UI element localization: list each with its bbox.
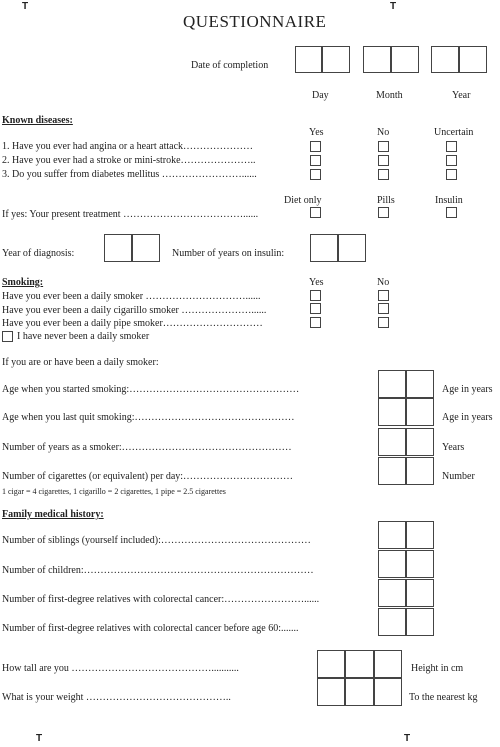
cigarette-equivalence-note: 1 cigar = 4 cigarettes, 1 cigarillo = 2 cigarettes, 1 pipe = 2.5 cigarettes [2,487,226,496]
age-started-label: Age when you started smoking:…………………………………………… [2,384,300,395]
pipe-no-checkbox[interactable] [378,317,389,328]
diagnosis-year-digit-2[interactable] [132,234,160,262]
day-digit-1[interactable] [295,46,322,73]
question-diabetes: 3. Do you suffer from diabetes mellitus ……………………...... [2,169,257,180]
relatives-cancer-label: Number of first-degree relatives with colorectal cancer:……………………...... [2,594,320,605]
relatives-cancer-before-60-label: Number of first-degree relatives with colorectal cancer before age 60:....... [2,623,299,634]
question-daily-smoker: Have you ever been a daily smoker …………………………...... [2,291,261,302]
col-yes: Yes [309,127,324,138]
insulin-years-digit-1[interactable] [310,234,338,262]
cigarettes-per-day-label: Number of cigarettes (or equivalent) per day:…………………………… [2,471,294,482]
treatment-pills-caption: Pills [377,195,395,206]
treatment-diet-checkbox[interactable] [310,207,321,218]
cigarillo-no-checkbox[interactable] [378,303,389,314]
age-started-digit-2[interactable] [406,370,434,398]
angina-uncertain-checkbox[interactable] [446,141,457,152]
cigarettes-unit: Number [442,471,475,482]
question-angina: 1. Have you ever had angina or a heart attack………………… [2,141,254,152]
known-diseases-heading: Known diseases: [2,115,73,126]
smoking-col-no: No [377,277,390,288]
relatives-before-60-digit-1[interactable] [378,608,406,636]
angina-yes-checkbox[interactable] [310,141,321,152]
stroke-no-checkbox[interactable] [378,155,389,166]
year-digit-2[interactable] [459,46,487,73]
smoking-heading: Smoking: [2,277,44,288]
children-digit-2[interactable] [406,550,434,578]
date-label: Date of completion [191,60,269,71]
diabetes-uncertain-checkbox[interactable] [446,169,457,180]
diagnosis-year-digit-1[interactable] [104,234,132,262]
years-smoker-digit-1[interactable] [378,428,406,456]
registration-mark-bottom-right: T [404,733,411,744]
never-smoker-checkbox[interactable] [2,331,13,342]
relatives-cancer-digit-1[interactable] [378,579,406,607]
smoking-intro: If you are or have been a daily smoker: [2,357,159,368]
weight-unit: To the nearest kg [409,692,478,703]
year-caption: Year [452,90,471,101]
registration-mark-bottom-left: T [36,733,43,744]
registration-mark-top-left: T [22,1,29,12]
relatives-cancer-digit-2[interactable] [406,579,434,607]
weight-digit-2[interactable] [345,678,374,706]
age-quit-label: Age when you last quit smoking:………………………………………… [2,412,295,423]
treatment-pills-checkbox[interactable] [378,207,389,218]
age-quit-digit-1[interactable] [378,398,406,426]
treatment-insulin-caption: Insulin [435,195,463,206]
insulin-years-digit-2[interactable] [338,234,366,262]
year-digit-1[interactable] [431,46,459,73]
question-cigarillo-smoker: Have you ever been a daily cigarillo smoker …………………...... [2,305,267,316]
page-title: QUESTIONNAIRE [183,12,327,31]
age-quit-digit-2[interactable] [406,398,434,426]
siblings-digit-2[interactable] [406,521,434,549]
question-stroke: 2. Have you ever had a stroke or mini-stroke………………….. [2,155,256,166]
day-digit-2[interactable] [322,46,350,73]
height-digit-3[interactable] [374,650,402,678]
daily-smoker-yes-checkbox[interactable] [310,290,321,301]
daily-smoker-no-checkbox[interactable] [378,290,389,301]
age-quit-unit: Age in years [442,412,493,423]
diabetes-yes-checkbox[interactable] [310,169,321,180]
cigarettes-digit-1[interactable] [378,457,406,485]
treatment-diet-caption: Diet only [284,195,322,206]
never-smoker-label: I have never been a daily smoker [17,331,150,342]
family-history-heading: Family medical history: [2,509,104,520]
smoking-col-yes: Yes [309,277,324,288]
age-started-unit: Age in years [442,384,493,395]
stroke-uncertain-checkbox[interactable] [446,155,457,166]
age-started-digit-1[interactable] [378,370,406,398]
weight-digit-1[interactable] [317,678,345,706]
col-uncertain: Uncertain [434,127,474,138]
weight-label: What is your weight …………………………………….. [2,692,231,703]
siblings-label: Number of siblings (yourself included):……………………………………… [2,535,311,546]
month-digit-1[interactable] [363,46,391,73]
pipe-yes-checkbox[interactable] [310,317,321,328]
years-smoker-unit: Years [442,442,465,453]
treatment-label: If yes: Your present treatment ………………………………...... [2,209,259,220]
year-of-diagnosis-label: Year of diagnosis: [2,248,75,259]
cigarettes-digit-2[interactable] [406,457,434,485]
question-pipe-smoker: Have you ever been a daily pipe smoker………………………… [2,318,263,329]
stroke-yes-checkbox[interactable] [310,155,321,166]
relatives-before-60-digit-2[interactable] [406,608,434,636]
month-caption: Month [376,90,403,101]
treatment-insulin-checkbox[interactable] [446,207,457,218]
height-digit-2[interactable] [345,650,374,678]
years-smoker-digit-2[interactable] [406,428,434,456]
height-digit-1[interactable] [317,650,345,678]
day-caption: Day [312,90,329,101]
registration-mark-top-right: T [390,1,397,12]
years-on-insulin-label: Number of years on insulin: [172,248,285,259]
years-smoker-label: Number of years as a smoker:…………………………………………… [2,442,292,453]
month-digit-2[interactable] [391,46,419,73]
weight-digit-3[interactable] [374,678,402,706]
siblings-digit-1[interactable] [378,521,406,549]
diabetes-no-checkbox[interactable] [378,169,389,180]
cigarillo-yes-checkbox[interactable] [310,303,321,314]
children-label: Number of children:…………………………………………………………… [2,565,314,576]
height-label: How tall are you ……………………………………........... [2,663,239,674]
height-unit: Height in cm [411,663,464,674]
children-digit-1[interactable] [378,550,406,578]
col-no: No [377,127,390,138]
angina-no-checkbox[interactable] [378,141,389,152]
